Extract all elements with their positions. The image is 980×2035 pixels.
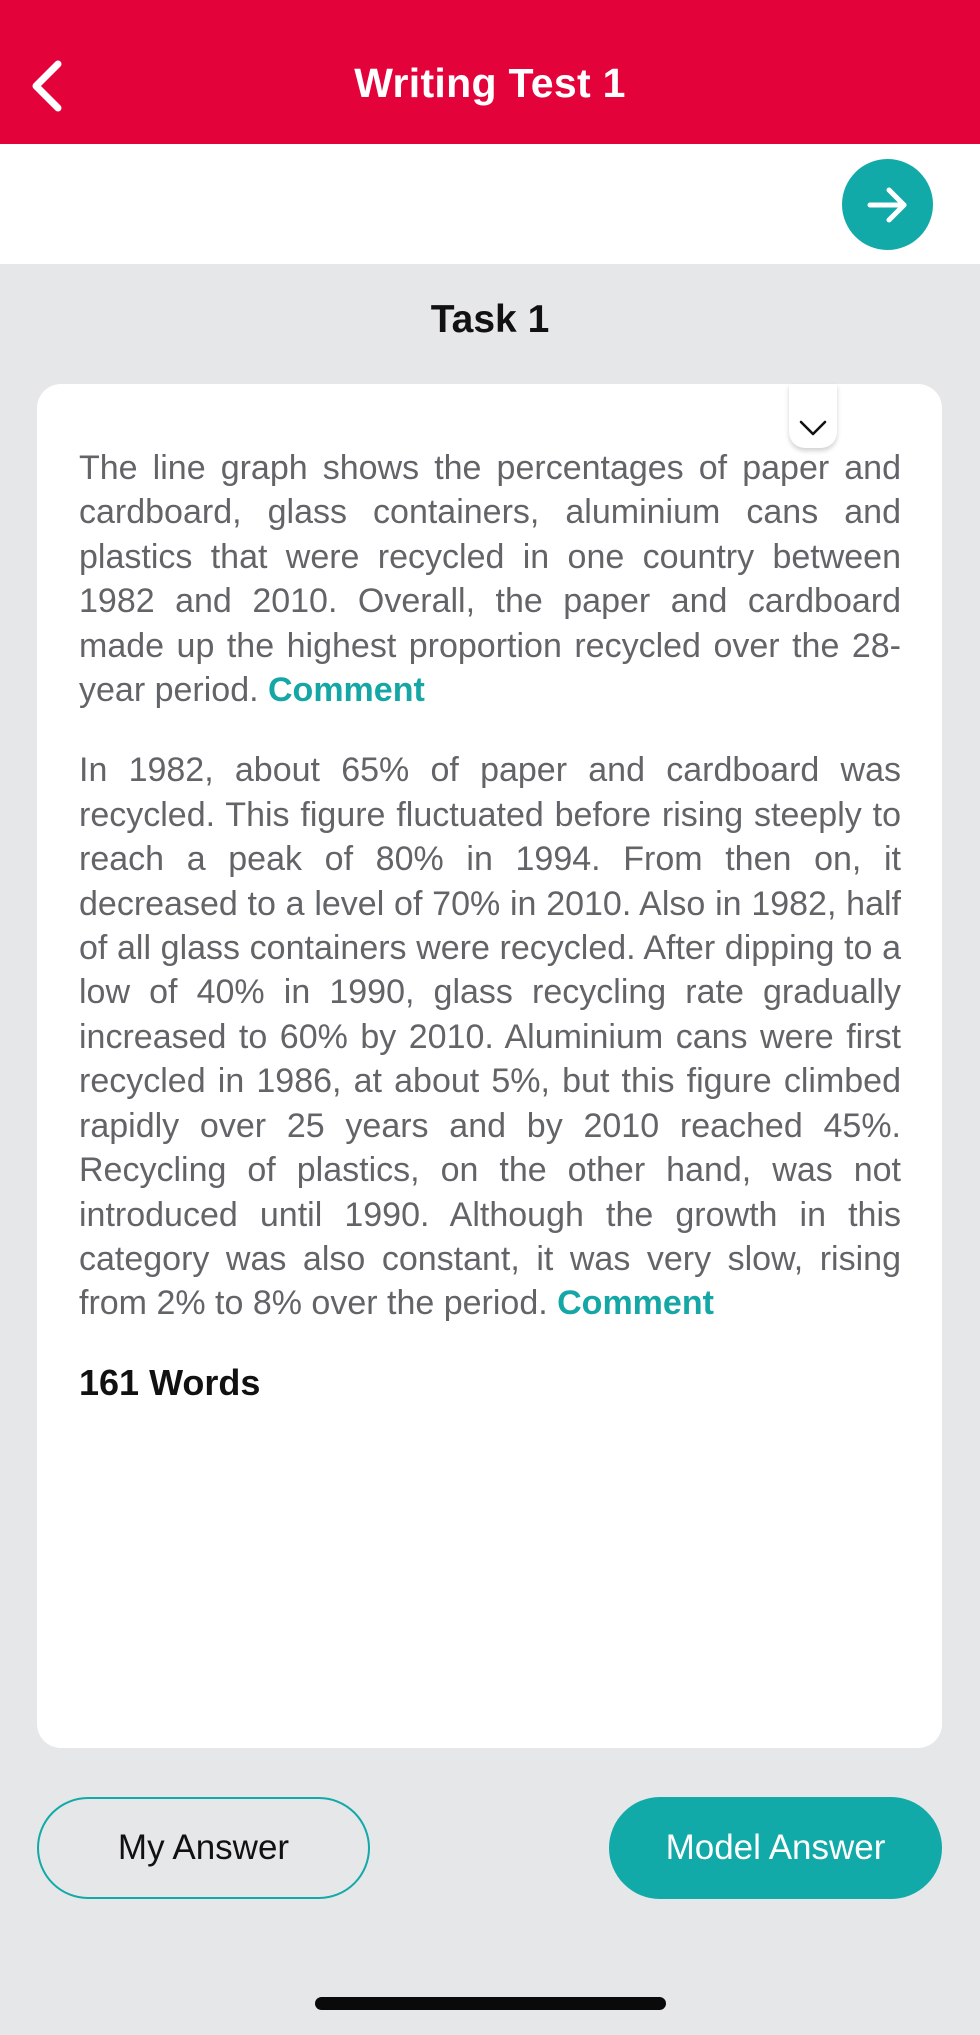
home-indicator [315,1997,666,2010]
paragraph-text: In 1982, about 65% of paper and cardboard was recycled. This figure fluctuated before rising steeply to reach a peak of 80% in 1994. From then on, it decreased to a level of 70% in 2010. Also in 1982, half of all glass containers were recycled. After dipping to a low of 40% in 1990, glass recycling rate gradually increased to 60% by 2010. Aluminium cans were first recycled in 1986, at about 5%, but this figure climbed rapidly over 25 years and by 2010 reached 45%. Recycling of plastics, on the other hand, was not introduced until 1990. Although the growth in this category was also constant, it was very slow, rising from 2% to 8% over the period. [79,751,901,1323]
toolbar [0,144,980,264]
answer-text [79,446,901,1404]
answer-paragraph [79,748,901,1325]
page-title: Writing Test 1 [354,60,626,106]
comment-link[interactable]: Comment [268,671,425,710]
model-answer-button[interactable]: Model Answer [609,1797,942,1899]
task-title: Task 1 [430,298,550,341]
paragraph-text: The line graph shows the percentages of paper and cardboard, glass containers, aluminium cans and plastics that were recycled in one country between 1982 and 2010. Overall, the paper and cardboard made up the highest proportion recycled over the 28-year period. [79,449,901,710]
comment-link[interactable]: Comment [557,1284,714,1323]
word-count: 161 Words [79,1361,261,1403]
my-answer-button[interactable]: My Answer [37,1797,370,1899]
next-button[interactable] [842,159,933,250]
collapse-toggle[interactable] [789,384,837,448]
arrow-right-icon [864,181,912,229]
chevron-down-icon [797,412,829,444]
answer-paragraph [79,446,901,712]
